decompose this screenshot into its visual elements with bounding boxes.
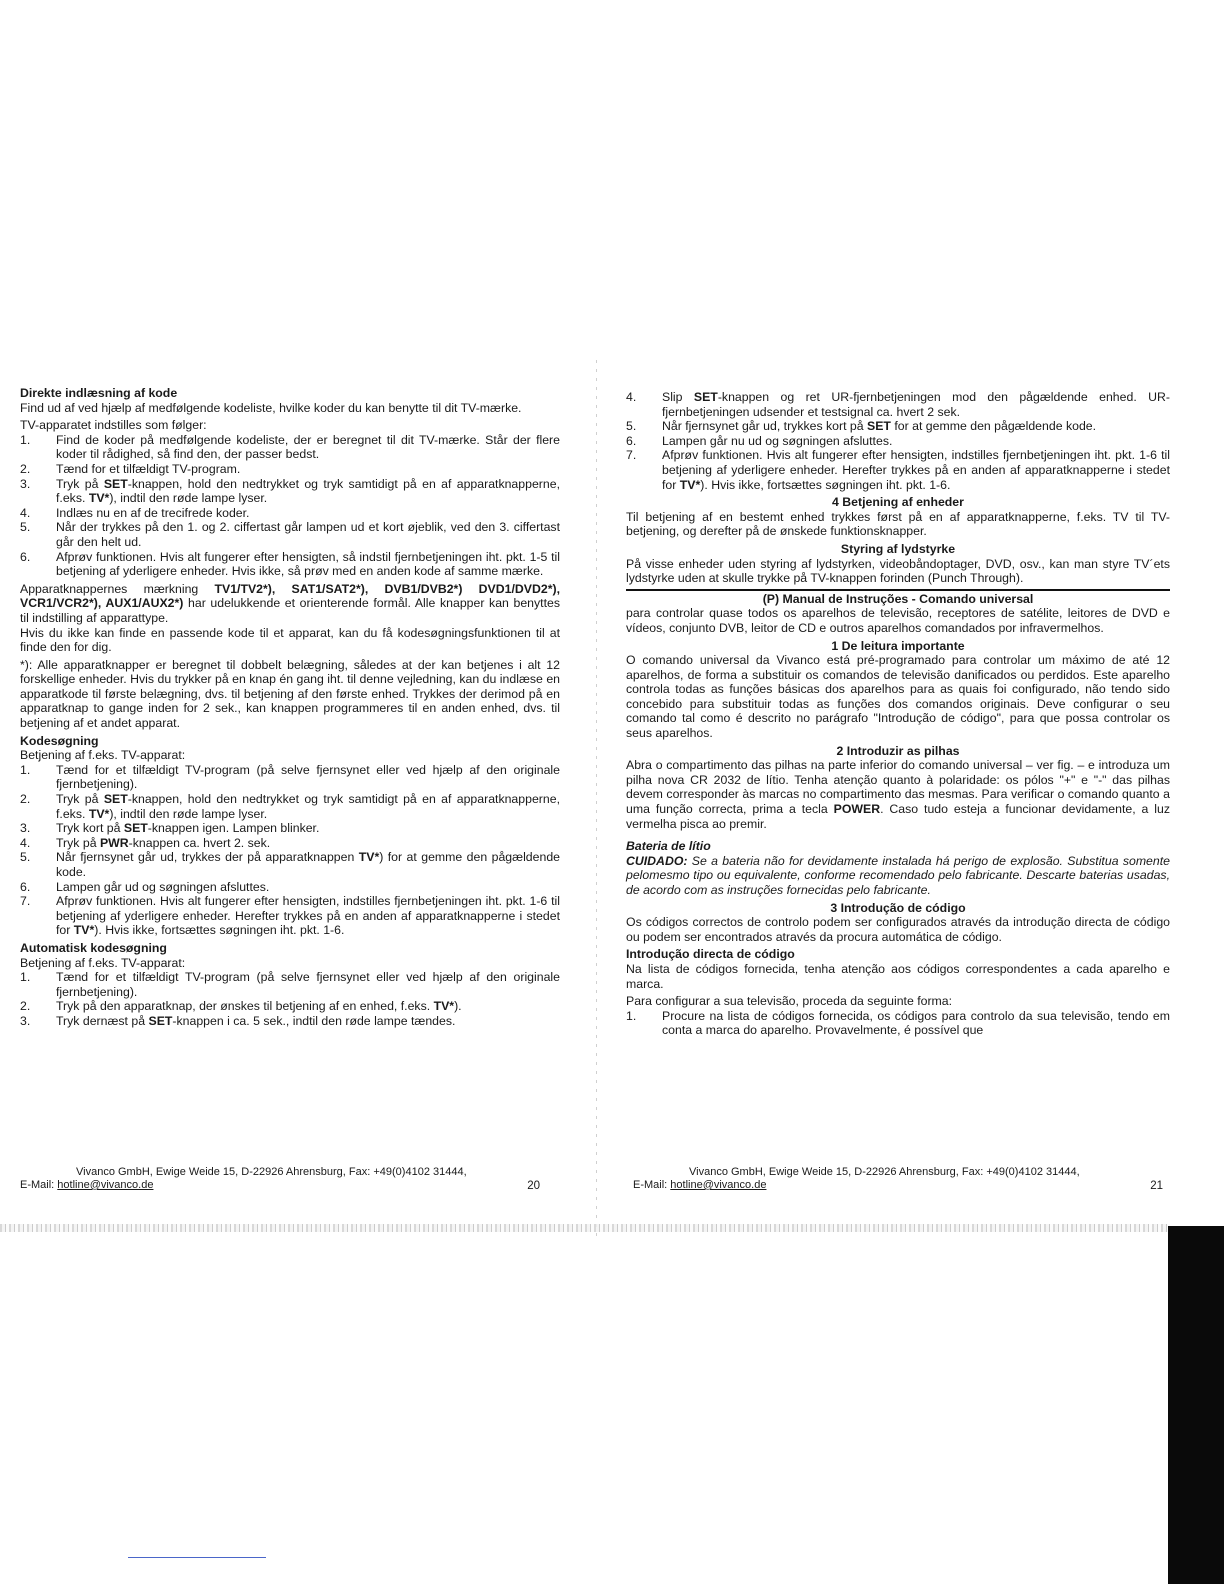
paragraph-tv-setup: TV-apparatet indstilles som følger:	[20, 418, 207, 433]
paragraph-configure-tv: Para configurar a sua televisão, proceda da seguinte forma:	[626, 994, 953, 1009]
heading-code-entry: 3 Introdução de código	[830, 900, 966, 915]
heading-direct-code-entry: Introdução directa de código	[626, 947, 795, 962]
paragraph-not-found: Hvis du ikke kan finde en passende kode til et apparat, kan du få kodesøgningsfunktionen til at finde den for dig.	[20, 625, 560, 655]
step-item: 7. Afprøv funktionen. Hvis alt fungerer efter hensigten, indstilles fjernbetjeningen iht. pkt. 1-6 til betjening af yderligere enheder. Herefter trykkes på en anden af apparatknapperne i stedet for TV*). Hvis ikke, fortsættes søgningen iht. pkt. 1-6.	[626, 448, 1170, 492]
heading-insert-batteries: 2 Introduzir as pilhas	[836, 743, 960, 758]
scan-noise-band	[0, 1224, 1170, 1232]
heading-portuguese-manual: (P) Manual de Instruções - Comando universal	[626, 589, 1170, 607]
paragraph-code-search: Betjening af f.eks. TV-apparat:	[20, 748, 186, 763]
paragraph-insert-batteries: Abra o compartimento das pilhas na parte inferior do comando universal – ver fig. – e introduza um pilha nova CR 2032 de lítio. Tenha atenção quanto à polaridade: os pólos "+" e "-" das pilhas devem corresponder às marcas no compartimento das mesmas. Para verificar o comando quanto a uma função correcta, prima a tecla POWER. Caso tudo esteja a funcionar devidamente, a luz vermelha pisca ao premir.	[626, 758, 1170, 831]
steps-auto-search	[20, 970, 560, 1028]
page-number: 21	[1150, 1180, 1163, 1192]
step-item: 3. Tryk dernæst på SET-knappen i ca. 5 sek., indtil den røde lampe tændes.	[20, 1013, 456, 1028]
paragraph-auto-search: Betjening af f.eks. TV-apparat:	[20, 955, 186, 970]
email-link[interactable]: hotline@vivanco.de	[670, 1179, 767, 1191]
heading-operate-devices: 4 Betjening af enheder	[832, 495, 964, 510]
footer-email: E-Mail: hotline@vivanco.de	[633, 1179, 767, 1191]
blue-underline-mark	[128, 1557, 266, 1558]
scan-dark-edge	[1168, 1226, 1224, 1584]
email-link[interactable]: hotline@vivanco.de	[57, 1179, 154, 1191]
steps-direct-entry	[20, 433, 560, 579]
step-item: 5. Når fjernsynet går ud, trykkes der på apparatknappen TV*) for at gemme den pågældende kode.	[20, 850, 560, 879]
steps-code-search	[20, 763, 560, 938]
footer-email: E-Mail: hotline@vivanco.de	[20, 1179, 154, 1191]
heading-direct-entry: Direkte indlæsning af kode	[20, 386, 178, 400]
right-page	[626, 384, 1170, 1041]
paragraph-caution: CUIDADO: Se a bateria não for devidamente instalada há perigo de explosão. Substitua somente pelomesmo tipo ou equivalente, conforme recomendado pelo fabricante. Descarte baterias usadas, de acordo com as instruções fornecidas pelo fabricante.	[626, 853, 1170, 897]
step-item: 6. Lampen går ud og søgningen afsluttes.	[20, 879, 270, 894]
step-item: 1. Tænd for et tilfældigt TV-program (på selve fjernsynet eller ved hjælp af den originale fjernbetjening).	[20, 762, 560, 792]
paragraph-direct-code-entry: Na lista de códigos fornecida, tenha atenção aos códigos correspondentes a cada aparelho e marca.	[626, 961, 1170, 991]
heading-volume-control: Styring af lydstyrke	[840, 541, 956, 556]
step-item: 1. Procure na lista de códigos fornecida, os códigos para controlo da sua televisão, tendo em conta a marca do aparelho. Provavelmente, é possível que	[626, 1008, 1170, 1038]
heading-auto-search: Automatisk kodesøgning	[20, 940, 167, 955]
step-item: 4. Slip SET-knappen og ret UR-fjernbetjeningen mod den pågældende enhed. UR-fjernbetjeningen udsender et testsignal ca. hvert 2 sek.	[626, 390, 1170, 419]
step-item: 1. Tænd for et tilfældigt TV-program (på selve fjernsynet eller ved hjælp af den originale fjernbetjening).	[20, 970, 560, 999]
page-gutter	[596, 360, 597, 1240]
step-item: 6. Afprøv funktionen. Hvis alt fungerer efter hensigten, så indstil fjernbetjeningen iht. pkt. 1-5 til betjening af yderligere enheder. Hvis ikke, så prøv med en anden kode af samme mærke.	[20, 549, 560, 579]
step-item: 3. Tryk kort på SET-knappen igen. Lampen blinker.	[20, 821, 320, 836]
step-item: 5. Når der trykkes på den 1. og 2. ciffertast går lampen ud et kort øjeblik, ved den 3. ciffertast går den helt ud.	[20, 520, 560, 549]
step-item: 4. Indlæs nu en af de trecifrede koder.	[20, 505, 250, 520]
paragraph-important: O comando universal da Vivanco está pré-programado para controlar um máximo de até 12 aparelhos, de forma a substituir os comandos de televisão danificados ou perdidos. Este aparelho controla todas as funções básicas dos aparelhos para as quais foi configurado, não tendo sido concebido para substituir todas as funções dos comandos originais. Deve configurar o seu comando tal como é descrito no parágrafo "Introdução de código", para que possa controlar os seus aparelhos.	[626, 653, 1170, 741]
steps-code-search-continued	[626, 390, 1170, 492]
paragraph-footnote: *): Alle apparatknapper er beregnet til dobbelt belægning, således at der kan betjenes i alt 12 forskellige enheder. Hvis du trykker på en knap én gang iht. til denne vejledning, kan du indlæse en apparatkode til første belægning, dvs. til betjening af den første enhed. Trykkes der derimod på en apparatknap to gange inden for 2 sek., kan knappen programmeres til en anden enhed, dvs. til betjening af et andet apparat.	[20, 657, 560, 731]
paragraph-code-entry: Os códigos correctos de controlo podem ser configurados através da introdução directa de código ou podem ser encontrados através da procura automática de código.	[626, 915, 1170, 944]
step-item: 4. Tryk på PWR-knappen ca. hvert 2. sek.	[20, 835, 271, 850]
footer-address: Vivanco GmbH, Ewige Weide 15, D-22926 Ahrensburg, Fax: +49(0)4102 31444,	[76, 1166, 467, 1178]
heading-lithium-battery: Bateria de lítio	[626, 839, 711, 854]
paragraph-key-marking: Apparatknappernes mærkning TV1/TV2*), SAT1/SAT2*), DVB1/DVB2*) DVD1/DVD2*), VCR1/VCR2*), AUX1/AUX2*) har udelukkende et orienterende formål. Alle knapper kan benyttes til indstilling af apparattype.	[20, 581, 560, 625]
footer-address: Vivanco GmbH, Ewige Weide 15, D-22926 Ahrensburg, Fax: +49(0)4102 31444,	[689, 1166, 1080, 1178]
step-item: 7. Afprøv funktionen. Hvis alt fungerer efter hensigten, indstilles fjernbetjeningen iht. pkt. 1-6 til betjening af yderligere enheder. Herefter trykkes på en anden af apparatknapperne i stedet for TV*). Hvis ikke, fortsættes søgningen iht. pkt. 1-6.	[20, 894, 560, 938]
paragraph-manual-intro: para controlar quase todos os aparelhos de televisão, receptores de satélite, leitores de DVD e vídeos, conjunto DVB, leitor de CD e outros aparelhos comandados por infravermelhos.	[626, 606, 1170, 635]
step-item: 2. Tryk på den apparatknap, der ønskes til betjening af en enhed, f.eks. TV*).	[20, 999, 462, 1014]
paragraph-volume-control: På visse enheder uden styring af lydstyrken, videobåndoptager, DVD, osv., kan man styre TV´ets lydstyrke uden at skulle trykke på TV-knappen forinden (Punch Through).	[626, 556, 1170, 586]
step-item: 6. Lampen går nu ud og søgningen afsluttes.	[626, 433, 893, 448]
steps-portuguese	[626, 1009, 1170, 1038]
page-number: 20	[527, 1180, 540, 1192]
step-item: 1. Find de koder på medfølgende kodeliste, der er beregnet til dit TV-mærke. Står der flere koder til rådighed, så find den, der passer bedst.	[20, 432, 560, 462]
paragraph-direct-entry: Find ud af ved hjælp af medfølgende kodeliste, hvilke koder du kan benytte til dit TV-mærke.	[20, 400, 522, 415]
heading-important: 1 De leitura importante	[831, 638, 965, 653]
paragraph-operate-devices: Til betjening af en bestemt enhed trykkes først på en af apparatknapperne, f.eks. TV til TV-betjening, og derefter på de ønskede funktionsknapper.	[626, 509, 1170, 539]
step-item: 2. Tryk på SET-knappen, hold den nedtrykket og tryk samtidigt på en af apparatknapperne, f.eks. TV*), indtil den røde lampe lyser.	[20, 792, 560, 821]
step-item: 2. Tænd for et tilfældigt TV-program.	[20, 461, 241, 476]
step-item: 5. Når fjernsynet går ud, trykkes kort på SET for at gemme den pågældende kode.	[626, 419, 1097, 434]
heading-code-search: Kodesøgning	[20, 733, 99, 748]
right-footer	[633, 1166, 1163, 1192]
step-item: 3. Tryk på SET-knappen, hold den nedtrykket og tryk samtidigt på en af apparatknapperne, f.eks. TV*), indtil den røde lampe lyser.	[20, 476, 560, 506]
left-page	[20, 384, 560, 1032]
left-footer	[20, 1166, 540, 1192]
